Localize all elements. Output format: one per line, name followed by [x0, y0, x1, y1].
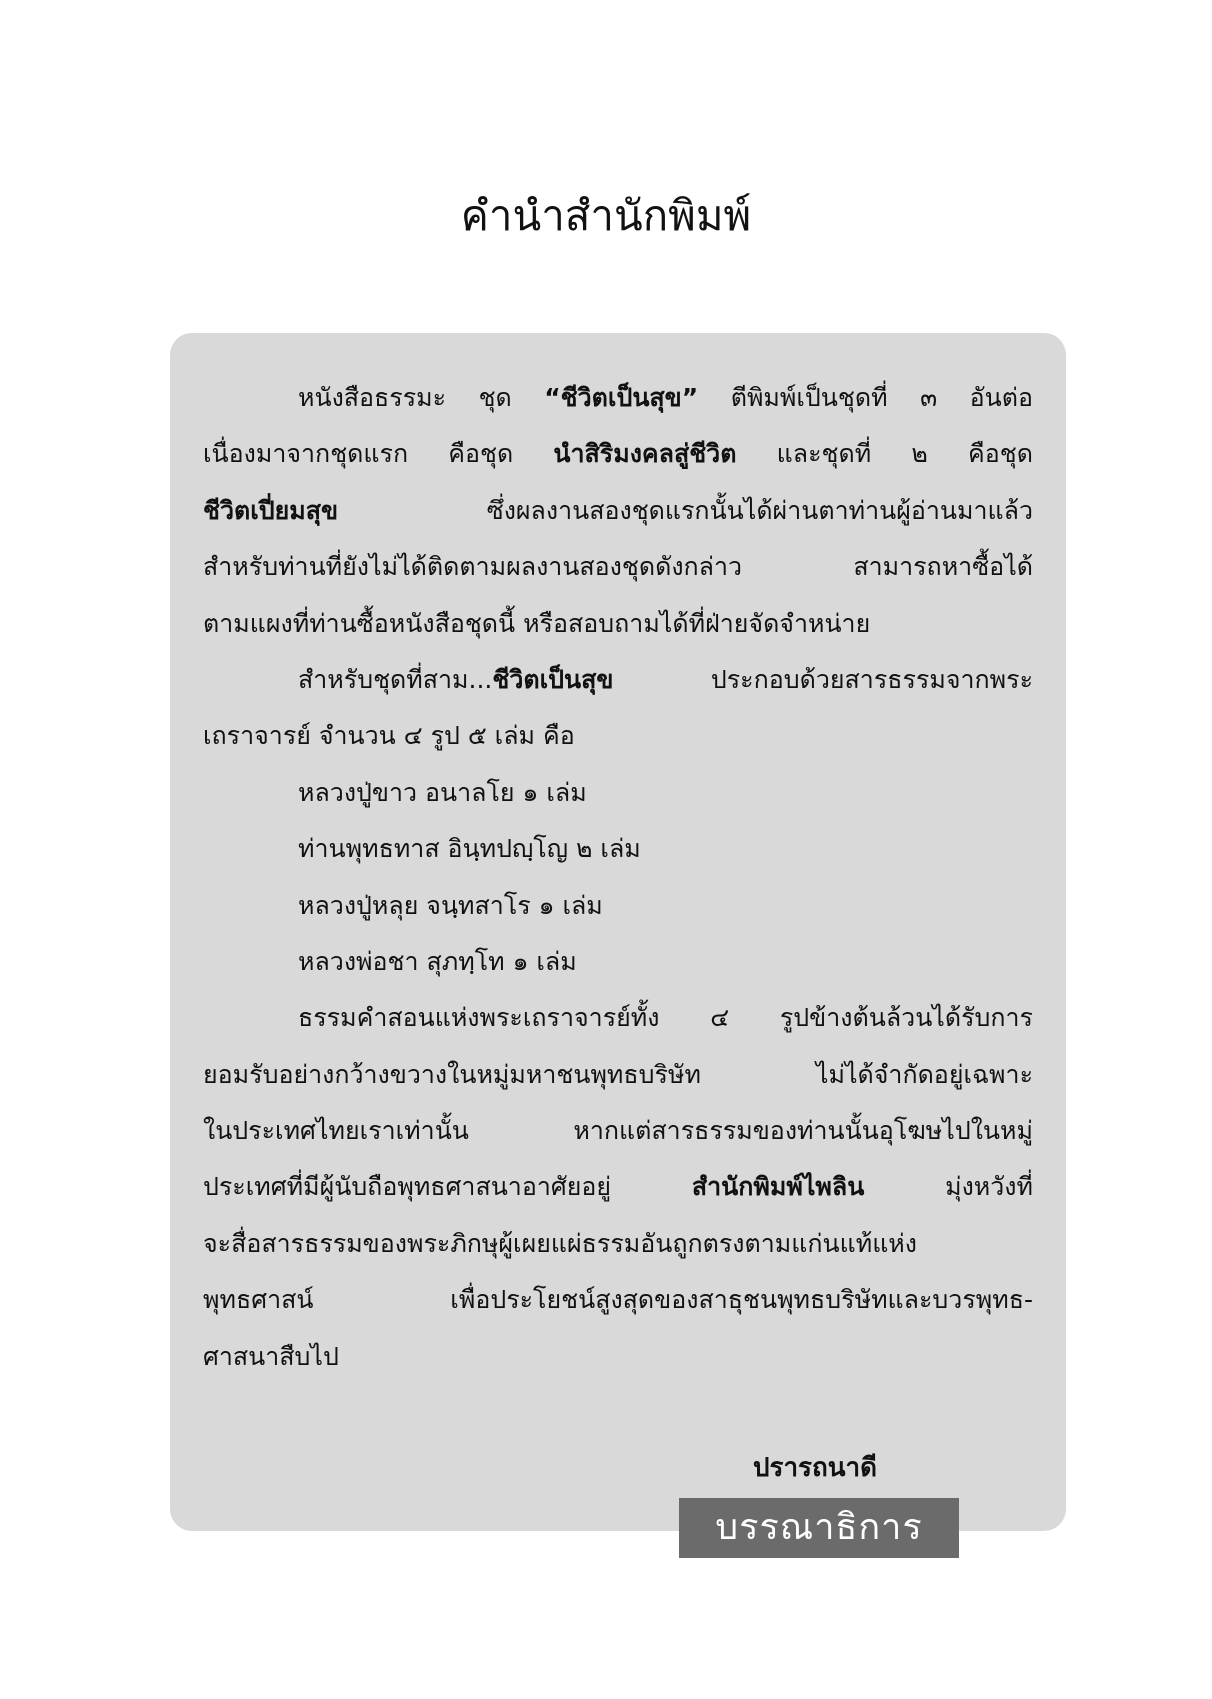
text-segment: เนื่องมาจากชุดแรก	[203, 439, 409, 469]
paragraph-3-line-3	[203, 1103, 1033, 1159]
text-segment: ซึ่งผลงานสองชุดแรกนั้นได้ผ่านตาท่านผู้อ่านมาแล้ว	[486, 495, 1033, 525]
text-segment: ๔	[710, 1003, 730, 1033]
text-segment: มุ่งหวังที่	[945, 1172, 1033, 1202]
text-segment: ในประเทศไทยเราเท่านั้น	[203, 1116, 469, 1146]
text-segment: ๓	[920, 383, 938, 412]
paragraph-3-line-2	[203, 1047, 1033, 1103]
text-segment: รูปข้างต้นล้วนได้รับการ	[779, 1003, 1033, 1033]
text-segment: พุทธศาสน์	[203, 1285, 314, 1315]
paragraph-3-line-4	[203, 1159, 1033, 1215]
publisher-name-bold: สำนักพิมพ์ไพลิน	[691, 1172, 865, 1202]
paragraph-3-line-1	[203, 990, 1033, 1046]
series-title-bold: ชีวิตเป็นสุข	[492, 664, 614, 694]
text-segment: ๒	[911, 439, 928, 469]
text-segment: อันต่อ	[969, 383, 1033, 412]
list-item: หลวงปู่ขาว อนาลโย ๑ เล่ม	[298, 777, 587, 807]
text-segment: คือชุด	[968, 439, 1033, 469]
text-segment: ประเทศที่มีผู้นับถือพุทธศาสนาอาศัยอยู่	[203, 1172, 612, 1202]
foreword-body	[203, 370, 1033, 1385]
text-segment: คือชุด	[448, 439, 514, 469]
signature-editor-label: บรรณาธิการ	[679, 1498, 959, 1558]
series-title-bold: ชีวิตเปี่ยมสุข	[203, 495, 339, 525]
text-segment: และชุดที่	[776, 439, 872, 469]
text-segment: สำหรับท่านที่ยังไม่ได้ติดตามผลงานสองชุดดังกล่าว	[203, 552, 743, 582]
list-item: หลวงปู่หลุย จนฺทสาโร ๑ เล่ม	[298, 890, 603, 920]
text-segment: สำหรับชุดที่สาม...	[298, 664, 493, 694]
text-segment: ยอมรับอย่างกว้างขวางในหมู่มหาชนพุทธบริษัท	[203, 1059, 701, 1089]
paragraph-3-line-7: ศาสนาสืบไป	[203, 1341, 339, 1371]
text-segment: ประกอบด้วยสารธรรมจากพระ	[702, 664, 1033, 694]
paragraph-1-line-4	[203, 539, 1033, 595]
paragraph-1-line-2	[203, 426, 1033, 482]
text-segment: ธรรมคำสอนแห่งพระเถราจารย์ทั้ง	[298, 1003, 660, 1033]
paragraph-1-line-5: ตามแผงที่ท่านซื้อหนังสือชุดนี้ หรือสอบถามได้ที่ฝ่ายจัดจำหน่าย	[203, 608, 871, 638]
paragraph-3-line-5: จะสื่อสารธรรมของพระภิกษุผู้เผยแผ่ธรรมอันถูกตรงตามแก่นแท้แห่ง	[203, 1228, 917, 1258]
text-segment: สามารถหาซื้อได้	[853, 552, 1033, 582]
list-item: หลวงพ่อชา สุภทฺโท ๑ เล่ม	[298, 946, 577, 976]
text-segment: ไม่ได้จำกัดอยู่เฉพาะ	[815, 1059, 1033, 1089]
text-segment: หากแต่สารธรรมของท่านนั้นอุโฆษไปในหมู่	[573, 1116, 1033, 1146]
list-item: ท่านพุทธทาส อินฺทปญฺโญ ๒ เล่ม	[298, 834, 641, 864]
text-segment: ตีพิมพ์เป็นชุดที่	[730, 383, 888, 412]
paragraph-2-line-2: เถราจารย์ จำนวน ๔ รูป ๕ เล่ม คือ	[203, 721, 575, 751]
paragraph-1-line-3	[203, 483, 1033, 539]
series-title-bold: นำสิริมงคลสู่ชีวิต	[553, 439, 737, 469]
series-title-bold: “ชีวิตเป็นสุข”	[544, 383, 699, 412]
paragraph-1-line-1	[203, 370, 1033, 426]
text-segment	[298, 652, 613, 708]
closing-salutation: ปรารถนาดี	[752, 1453, 878, 1483]
text-segment: เพื่อประโยชน์สูงสุดของสาธุชนพุทธบริษัทและบวรพุทธ-	[450, 1285, 1033, 1315]
text-segment: ชุด	[478, 383, 512, 412]
text-segment: หนังสือธรรมะ	[298, 383, 447, 412]
paragraph-2-line-1	[203, 652, 1033, 708]
paragraph-3-line-6	[203, 1272, 1033, 1328]
page-title: คำนำสำนักพิมพ์	[460, 191, 752, 240]
